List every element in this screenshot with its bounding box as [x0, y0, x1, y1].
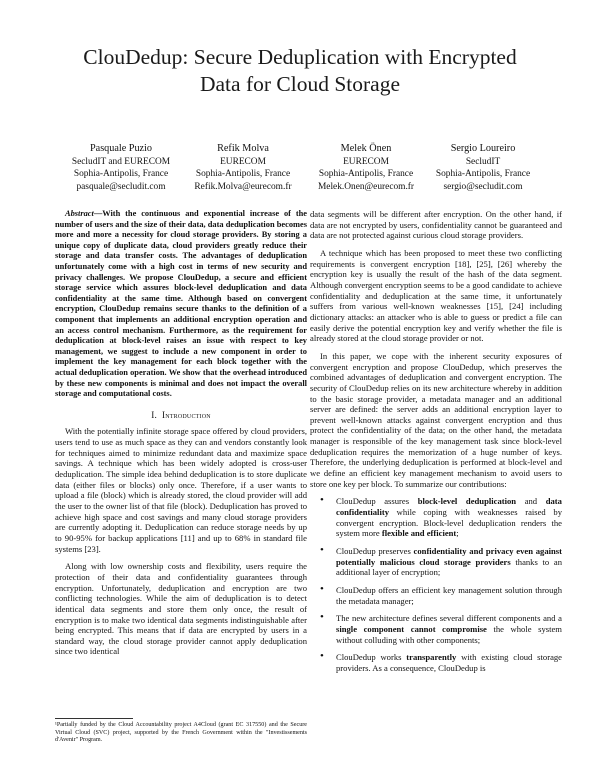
footnote: ¹Partially funded by the Cloud Accountability project A4Cloud (grant EC 317550) and the Secure Virtual Cloud (SVC) project, supported by the French Government within the "Investissements d'Avenir" Program.: [55, 722, 307, 744]
abstract: [55, 209, 307, 400]
author-location: Sophia-Antipolis, France: [318, 169, 414, 179]
author-location: Sophia-Antipolis, France: [73, 169, 169, 179]
section-heading-introduction: [55, 410, 307, 421]
list-item: • ClouDedup preserves confidentiality and privacy even against potentially malicious cloud storage providers thanks to an additional layer of encryption;: [336, 546, 562, 578]
author-affiliation: EURECOM: [220, 156, 266, 167]
author-affiliation: EURECOM: [343, 156, 389, 167]
contributions-list: [310, 496, 562, 673]
author-email: Refik.Molva@eurecom.fr: [194, 181, 292, 192]
author-4: [408, 143, 558, 193]
author-email: sergio@secludit.com: [443, 181, 523, 192]
right-paragraph-2: A technique which has been proposed to meet these two conflicting requirements is convergent encryption [18], [25], [26] whereby the encryption key is usually the result of the hash of the data segment. Although convergent encryption seems to be a good candidate to achieve confidentiality and deduplication at the same time, it unfortunately suffers from various well-known weaknesses [15], [24] including dictionary attacks: an attacker who is able to guess or predict a file can easily derive the potential encryption key and verify whether the file is already stored at the cloud storage provider or not.: [310, 247, 562, 344]
footnote-divider: [55, 718, 133, 719]
author-name: Pasquale Puzio: [90, 143, 152, 154]
author-email: pasquale@secludit.com: [76, 181, 166, 192]
section-numeral: I.: [151, 409, 157, 420]
list-item: • The new architecture defines several different components and a single component cannot compromise the whole system without colluding with other components;: [336, 613, 562, 645]
right-column: [310, 209, 562, 681]
right-paragraph-1: data segments will be different after encryption. On the other hand, if data are not encrypted by users, confidentiality cannot be guaranteed and data are not protected against curious cloud storage providers.: [310, 209, 562, 241]
list-item: • ClouDedup assures block-level deduplication and data confidentiality while coping with weaknesses raised by convergent encryption. Block-level deduplication renders the system more flexible and efficient;: [336, 496, 562, 539]
list-item: • ClouDedup works transparently with existing cloud storage providers. As a consequence, ClouDedup is: [336, 652, 562, 673]
list-item: • ClouDedup offers an efficient key management solution through the metadata manager;: [336, 585, 562, 606]
author-name: Refik Molva: [217, 143, 269, 154]
right-paragraph-3: In this paper, we cope with the inherent security exposures of convergent encryption and propose ClouDedup, which preserves the combined advantages of deduplication and convergent encryption. The security of ClouDedup relies on its new architecture whereby in addition to the basic storage provider, a metadata manager and an additional server are defined: the server adds an additional encryption layer to prevent well-known attacks against convergent encryption and thus protect the confidentiality of the data; on the other hand, the metadata manager is responsible of the key management task since block-level deduplication requires the memorization of a huge number of keys. Therefore, the underlying deduplication is performed at block-level and we define an efficient key management mechanism to avoid users to store one key per block. To summarize our contributions:: [310, 350, 562, 489]
section-title: Introduction: [161, 409, 211, 420]
title-line-2: Data for Cloud Storage: [199, 72, 401, 96]
title-line-1: ClouDedup: Secure Deduplication with Encrypted: [83, 45, 517, 69]
abstract-text: —With the continuous and exponential increase of the number of users and the size of their data, data deduplication becomes more and more a necessity for cloud storage providers. By storing a unique copy of duplicate data, cloud providers greatly reduce their storage and data transfer costs. The advantages of deduplication unfortunately come with a high cost in terms of new security and privacy challenges. We propose ClouDedup, a secure and efficient storage service which assures block-level deduplication and data confidentiality at the same time. Although based on convergent encryption, ClouDedup remains secure thanks to the definition of a component that implements an additional encryption operation and an access control mechanism. Furthermore, as the requirement for deduplication at block-level raises an issue with respect to key management, we suggest to include a new component in order to implement the key management for each block together with the actual deduplication operation. We show that the overhead introduced by these new components is minimal and does not impact the overall storage and computational costs.: [55, 209, 307, 399]
intro-paragraph-2: Along with low ownership costs and flexibility, users require the protection of their data and confidentiality guarantees through encryption. Unfortunately, deduplication and encryption are two conflicting technologies. While the aim of deduplication is to detect identical data segments and store them only once, the result of encryption is to make two identical data segments indistinguishable after being encrypted. This means that if data are encrypted by users in a standard way, the cloud storage provider cannot apply deduplication since two identical: [55, 561, 307, 657]
paper-title: [40, 44, 560, 98]
left-column: [55, 209, 307, 664]
abstract-label: Abstract: [65, 209, 94, 218]
author-email: Melek.Onen@eurecom.fr: [317, 181, 415, 192]
author-location: Sophia-Antipolis, France: [195, 169, 291, 179]
intro-paragraph-1: With the potentially infinite storage space offered by cloud providers, users tend to use as much space as they can and vendors constantly look for techniques aimed to minimize redundant data and maximize space savings. A technique which has been widely adopted is cross-user deduplication. The simple idea behind deduplication is to store duplicate data (either files or blocks) only once. Therefore, if a user wants to upload a file (block) which is already stored, the cloud provider will add the user to the owner list of that file (block). Deduplication has proved to achieve high space and cost savings and many cloud storage providers are currently adopting it. Deduplication can reduce storage needs by up to 90-95% for backup applications [11] and up to 68% in standard file systems [23].: [55, 426, 307, 554]
author-name: Sergio Loureiro: [450, 143, 516, 154]
author-location: Sophia-Antipolis, France: [435, 169, 531, 179]
author-affiliation: SecludIT and EURECOM: [71, 156, 171, 167]
author-affiliation: SecludIT: [465, 156, 501, 167]
author-name: Melek Önen: [340, 143, 392, 154]
